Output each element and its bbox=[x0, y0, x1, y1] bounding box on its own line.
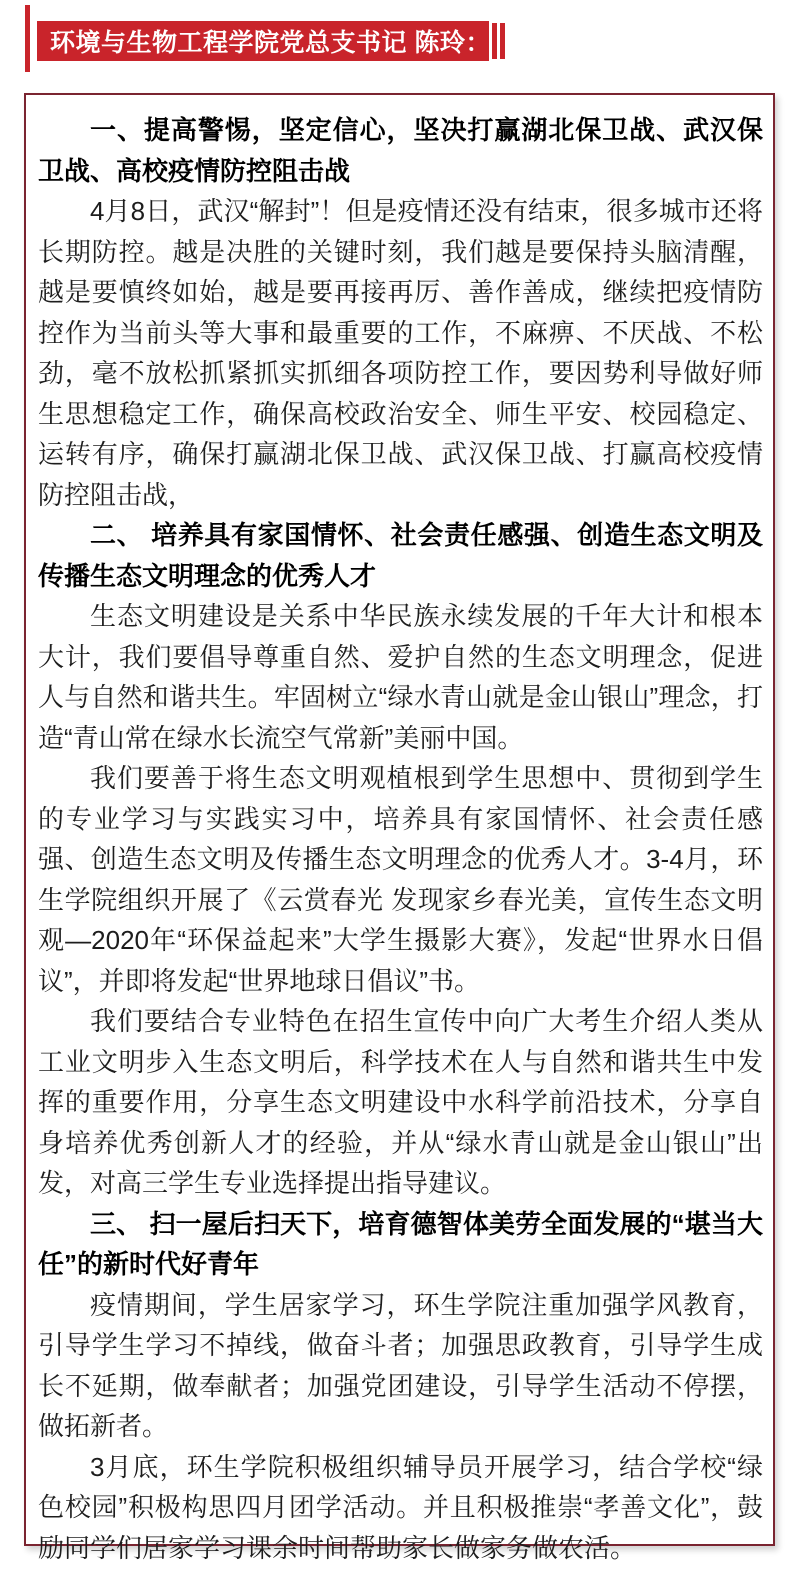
article-paragraph-3: 我们要善于将生态文明观植根到学生思想中、贯彻到学生的专业学习与实践实习中，培养具有家国情怀、社会责任感强、创造生态文明及传播生态文明理念的优秀人才。3-4月，环生学院组织开展了《云赏春光 发现家乡春光美，宣传生态文明观—2020年“环保益起来”大学生摄影大赛》，发起“世界水日倡议”，并即将发起“世界地球日倡议”书。 bbox=[38, 763, 763, 996]
article-paragraph-6: 3月底，环生学院积极组织辅导员开展学习，结合学校“绿色校园”积极构思四月团学活动。并且积极推崇“孝善文化”，鼓励同学们居家学习课余时间帮助家长做家务做农活。 bbox=[38, 1451, 763, 1563]
article-paragraph-5: 疫情期间，学生居家学习，环生学院注重加强学风教育，引导学生学习不掉线，做奋斗者；加强思政教育，引导学生成长不延期，做奉献者；加强党团建设，引导学生活动不停摆，做拓新者。 bbox=[38, 1289, 763, 1441]
article-paragraph-4: 我们要结合专业特色在招生宣传中向广大考生介绍人类从工业文明步入生态文明后，科学技术在人与自然和谐共生中发挥的重要作用，分享生态文明建设中水科学前沿技术，分享自身培养优秀创新人才的经验，并从“绿水青山就是金山银山”出发，对高三学生专业选择提出指导建议。 bbox=[38, 1006, 763, 1198]
article-body bbox=[38, 110, 763, 1568]
article-paragraph-1: 4月8日，武汉“解封”！但是疫情还没有结束，很多城市还将长期防控。越是决胜的关键时刻，我们越是要保持头脑清醒，越是要慎终如始，越是要再接再厉、善作善成，继续把疫情防控作为当前头等大事和最重要的工作，不麻痹、不厌战、不松劲，毫不放松抓紧抓实抓细各项防控工作，要因势利导做好师生思想稳定工作，确保高校政治安全、师生平安、校园稳定、运转有序，确保打赢湖北保卫战、武汉保卫战、打赢高校疫情防控阻击战， bbox=[38, 196, 763, 510]
accent-bar-icon bbox=[500, 23, 505, 59]
section-heading-1: 一、提高警惕，坚定信心，坚决打赢湖北保卫战、武汉保卫战、高校疫情防控阻击战 bbox=[38, 115, 763, 186]
article-paragraph-2: 生态文明建设是关系中华民族永续发展的千年大计和根本大计，我们要倡导尊重自然、爱护自然的生态文明理念，促进人与自然和谐共生。牢固树立“绿水青山就是金山银山”理念，打造“青山常在绿水长流空气常新”美丽中国。 bbox=[38, 601, 763, 753]
banner-title: 环境与生物工程学院党总支书记 陈玲： bbox=[50, 29, 491, 57]
article-content-box bbox=[24, 93, 775, 1563]
left-accent-bar bbox=[25, 5, 30, 72]
accent-bar-icon bbox=[492, 23, 497, 59]
section-heading-2: 二、 培养具有家国情怀、社会责任感强、创造生态文明及传播生态文明理念的优秀人才 bbox=[38, 520, 763, 591]
double-bar-decoration bbox=[492, 23, 505, 59]
header-banner bbox=[37, 21, 489, 61]
section-heading-3: 三、 扫一屋后扫天下，培育德智体美劳全面发展的“堪当大任”的新时代好青年 bbox=[38, 1208, 763, 1279]
